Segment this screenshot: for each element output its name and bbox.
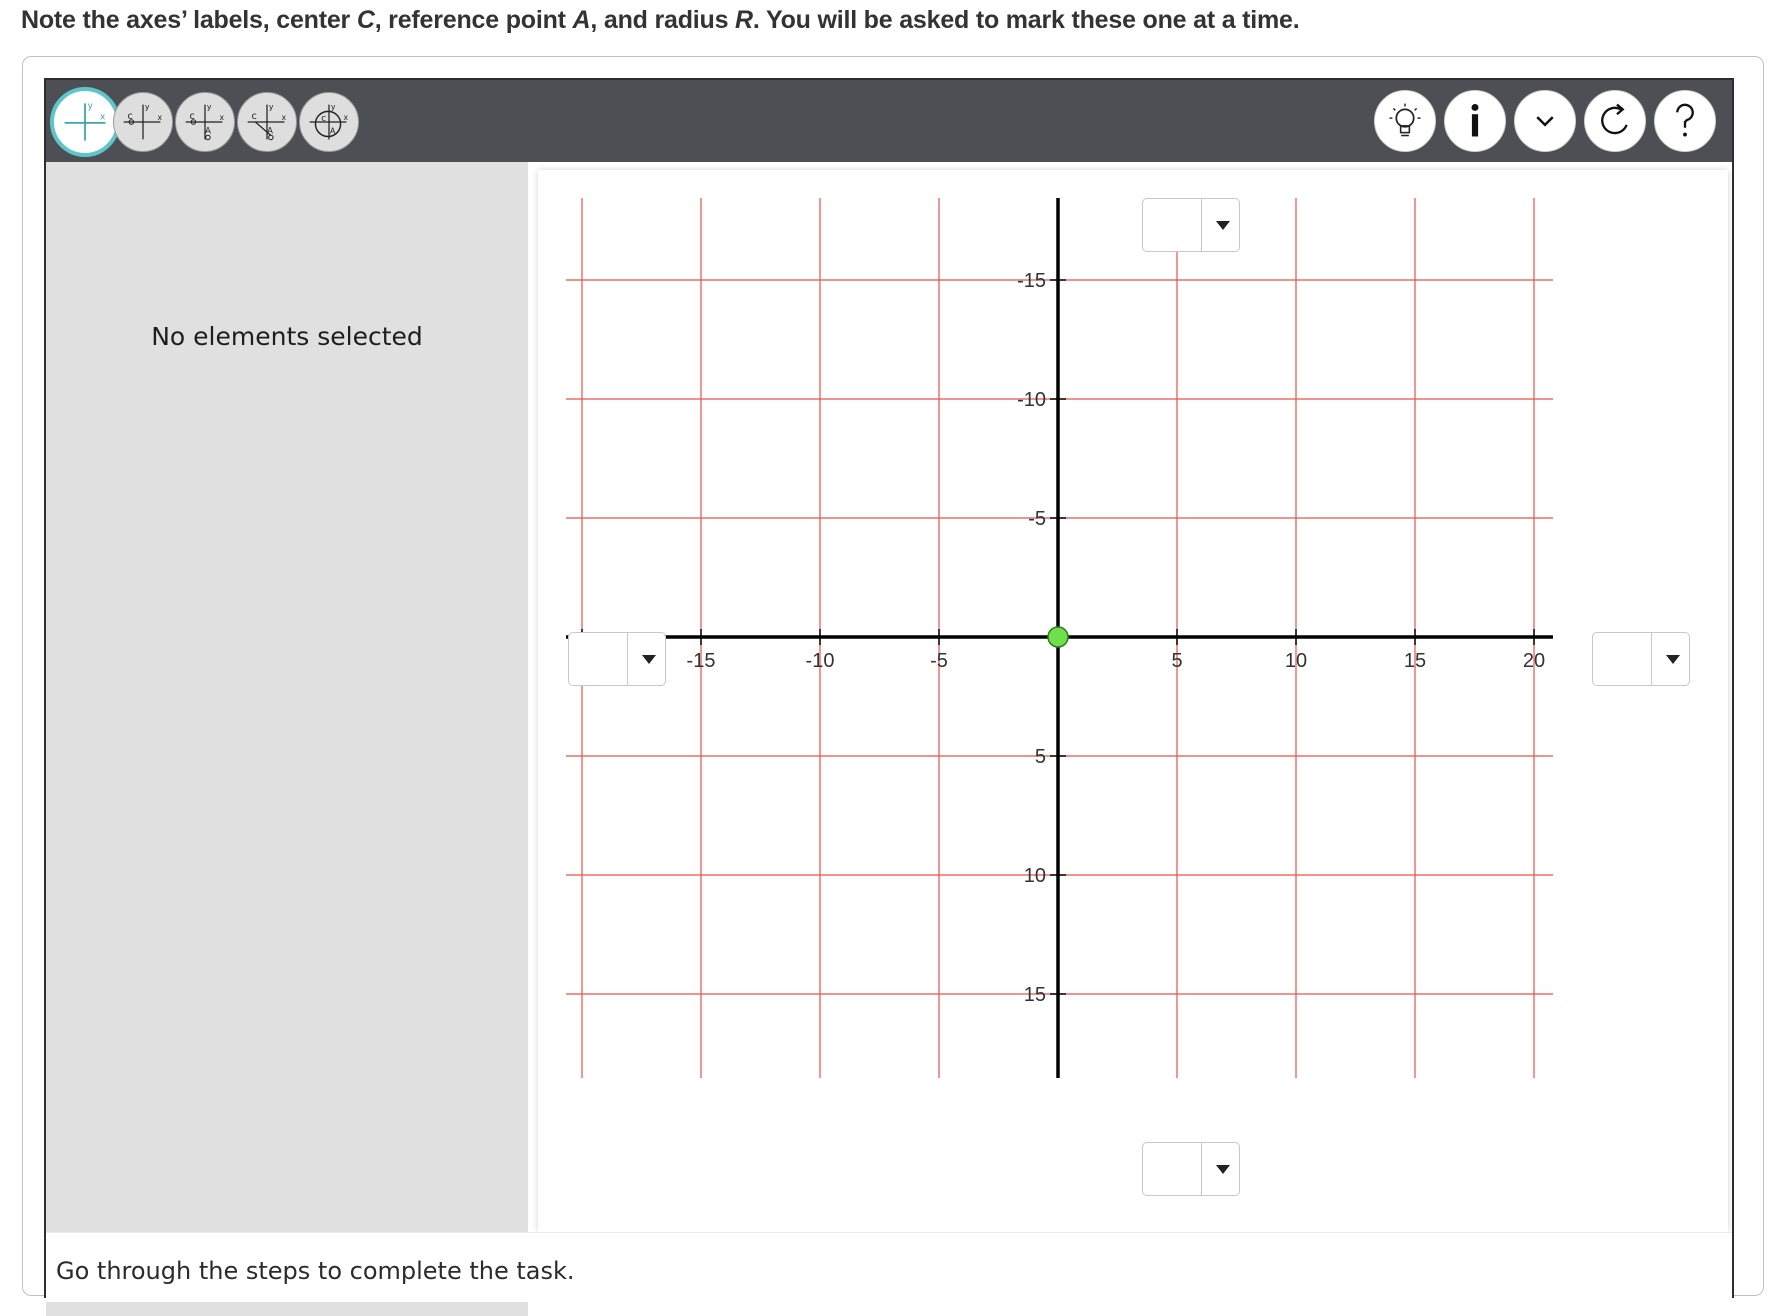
y-tick-label: -15 <box>1017 270 1046 292</box>
dropdown-caret-icon <box>1216 1165 1230 1174</box>
instruction-part-a: A <box>572 6 591 34</box>
status-bar <box>46 1232 1732 1302</box>
x-tick-label: 20 <box>1522 650 1546 672</box>
y-tick-label: 5 <box>1034 746 1046 768</box>
circle-tool-button[interactable] <box>299 92 359 152</box>
svg-text:y: y <box>144 102 150 112</box>
y-axis-bottom-label-select[interactable] <box>1142 1142 1240 1196</box>
x-tick-label: 15 <box>1403 650 1427 672</box>
svg-text:A: A <box>267 126 273 137</box>
instruction-part: Note the axes’ labels, center <box>21 6 357 34</box>
instruction-part-r: R <box>735 6 753 34</box>
svg-text:x: x <box>281 113 287 123</box>
reference-point-icon <box>176 93 234 151</box>
y-tick-label: -5 <box>1028 508 1046 530</box>
instruction-text <box>21 6 1300 35</box>
y-axis-bottom-label-value <box>1143 1143 1202 1195</box>
y-tick-label: 15 <box>1023 984 1046 1006</box>
x-axis-left-label-value <box>569 633 628 685</box>
svg-text:y: y <box>268 102 274 112</box>
svg-text:x: x <box>100 112 106 123</box>
svg-text:c: c <box>251 111 257 123</box>
lightbulb-icon <box>1375 91 1435 151</box>
coordinate-plane[interactable] <box>538 170 1728 1232</box>
dropdown-caret-icon <box>1216 221 1230 230</box>
instruction-part: , and radius <box>590 6 736 34</box>
svg-text:c: c <box>189 111 195 123</box>
reference-point-tool-button[interactable] <box>175 92 235 152</box>
circle-icon <box>300 93 358 151</box>
hint-button[interactable] <box>1374 90 1436 152</box>
svg-text:A: A <box>205 126 211 137</box>
x-tick-label: -5 <box>930 650 948 672</box>
svg-text:c: c <box>321 114 327 125</box>
svg-text:y: y <box>206 102 212 112</box>
y-tick-label: -10 <box>1017 389 1046 411</box>
info-icon <box>1445 91 1505 151</box>
center-point-icon <box>114 93 172 151</box>
x-axis-left-label-select[interactable] <box>568 632 666 686</box>
x-tick-label: 5 <box>1171 650 1183 672</box>
y-axis-top-label-value <box>1143 199 1202 251</box>
dropdown-caret-icon <box>1666 655 1680 664</box>
chevron-down-icon <box>1515 91 1575 151</box>
svg-text:x: x <box>343 113 349 123</box>
svg-text:c: c <box>127 111 133 123</box>
x-tick-label: -15 <box>686 650 716 672</box>
no-selection-message: No elements selected <box>151 322 423 351</box>
svg-text:A: A <box>329 126 336 136</box>
graphing-app <box>44 78 1734 1298</box>
instruction-part: , reference point <box>374 6 573 34</box>
svg-text:y: y <box>87 101 93 112</box>
toolbar <box>46 80 1732 162</box>
graph-area[interactable] <box>538 170 1728 1232</box>
dropdown-caret-icon <box>642 655 656 664</box>
properties-panel <box>46 162 528 1316</box>
svg-text:y: y <box>330 102 336 112</box>
x-tick-label: -10 <box>805 650 835 672</box>
instruction-part: . You will be asked to mark these one at a time. <box>752 6 1300 34</box>
y-tick-label: 10 <box>1023 865 1046 887</box>
origin-point[interactable] <box>1048 627 1068 647</box>
center-point-tool-button[interactable] <box>113 92 173 152</box>
radius-icon <box>238 93 296 151</box>
svg-text:x: x <box>157 113 163 123</box>
status-message: Go through the steps to complete the task. <box>56 1257 575 1285</box>
help-icon <box>1655 91 1715 151</box>
redo-icon <box>1585 91 1645 151</box>
x-tick-label: 10 <box>1284 650 1308 672</box>
collapse-button[interactable] <box>1514 90 1576 152</box>
x-axis-right-label-value <box>1593 633 1652 685</box>
instruction-part-c: C <box>356 6 375 34</box>
radius-tool-button[interactable] <box>237 92 297 152</box>
x-axis-right-label-select[interactable] <box>1592 632 1690 686</box>
redo-button[interactable] <box>1584 90 1646 152</box>
info-button[interactable] <box>1444 90 1506 152</box>
axes-tool-button[interactable] <box>50 87 120 157</box>
axes-icon <box>54 91 116 153</box>
y-axis-top-label-select[interactable] <box>1142 198 1240 252</box>
help-button[interactable] <box>1654 90 1716 152</box>
svg-text:x: x <box>219 113 225 123</box>
